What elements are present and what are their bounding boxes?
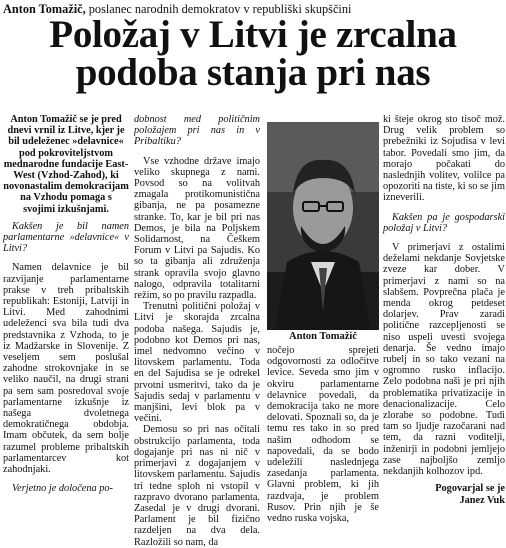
portrait-photo xyxy=(267,122,379,330)
answer-2-paragraph-2: Trenutni politični položaj v Litvi je skorajda zrcalna podoba našega. Sajudis je, podobno kot Demos pri nas, imel nedvomno večino v litovskem parlamentu. Toda en del Sajudisa se je odrekel prvotni usmeritvi, tako da je Sajudis sedaj v parlamentu v manjšini, levi blok pa v večini. xyxy=(134,301,260,425)
answer-2-paragraph-4: nočejo sprejeti odgovornosti za odločitve levice. Seveda smo jim v okviru parlamentarne delavnice povedali, da demokracija tako ne more delovati. Spoznali so, da je temu res tako in so pred našim odhodom se napovedali, da se bodo udeležili naslednjega zasedanja parlamenta. Glavni problem, ki jih razdvaja, je problem Rusov. Prin njih je še vedno ruska vojska, xyxy=(267,345,379,525)
column-3 xyxy=(267,345,379,524)
question-1: Kakšen je bil namen parlamentarne »delavnice« v Litvi? xyxy=(3,220,129,255)
question-2-start: Verjetno je določena po- xyxy=(12,483,113,495)
answer-1: Namen delavnice je bil razvijanje parlamentarne prakse v treh pribaltskih republikah: Estoniji, Latviji in Litvi. Med zahodnimi udeleženci sva bila tudi dva predstavnika z Vzhoda, to je iz Madžarske in Slovenije. Z veseljem sem poslušal zahodne strokovnjake in se veliko naučil, na drugi strani pa sem sam posredoval svoje parlamentarne izkušnje iz našega dvoletnega demokratičnega obdobja. Imam občutek, da sem bolje razumel probleme pribaltskih parlamentarcev kot zahodnjaki. xyxy=(3,262,129,476)
answer-2-paragraph-3: Demosu so pri nas očitali obstrukcijo parlamenta, toda dogajanje pri nas ni nič v primerjavi z dogajanjem v litovskem parlamentu. Sajudis tri tedne sploh ni vstopil v razpravo dvorano parlamenta. Zasedal je v drugi dvorani. Parlament je bil fizično razdeljen na dva dela. Razložili so nam, da xyxy=(134,424,260,548)
column-4 xyxy=(383,114,505,506)
answer-3-paragraph-1: ki šteje okrog sto tisoč mož. Drug velik problem so prebežniki iz Sojudisa v levi tabor. Povedali smo jim, da morajo počakati do naslednjih volitev, volilce pa opozoriti na tiste, ki so se jim izneverili. xyxy=(383,114,505,204)
kicker-author: Anton Tomažič, xyxy=(3,2,86,16)
photo-caption: Anton Tomažič xyxy=(289,331,357,342)
answer-2-paragraph-1: Vse vzhodne države imajo veliko skupnega z nami. Povsod so na volitvah zmagala protikomunistična gibanja, ne pa posamezne stranke. To, kar je bil pri nas Demos, je bila na Poljskem Solidarnost, na Češkem Forum v Litvi pa Sajudis. Ko so ta gibanja ali združenja strank opravila svojo glavno nalogo, odpravila totalitarni režim, so po pravilu razpadla. xyxy=(134,155,260,302)
kicker-description: poslanec narodnih demokratov v republiški skupščini xyxy=(88,2,352,16)
column-2 xyxy=(134,114,260,548)
question-2-continued: dobnost med političnim položajem pri nas in v Pribaltiku? xyxy=(134,114,260,148)
signature-line-1: Pogovarjal se je xyxy=(435,483,505,495)
headline-line-2: podoba stanja pri nas xyxy=(75,51,431,94)
headline xyxy=(3,13,503,94)
signature xyxy=(383,483,505,506)
signature-line-2: Janez Vuk xyxy=(459,494,505,506)
lead-paragraph: Anton Tomažič se je pred dnevi vrnil iz Litve, kjer je bil udeleženec »delavnice« pod pokroviteljstvom mednarodne fundacije East-West (Vzhod-Zahod), ki novonastalim demokracijam na Vzhodu pomaga s svojimi izkušnjami. xyxy=(3,114,129,215)
column-1 xyxy=(3,114,129,495)
answer-4: V primerjavi z ostalimi deželami nekdanje Sovjetske zveze kar dober. V primerjavi z nami so na slabšem. Povprečna plača je menda okrog petdeset dolarjev. Prav zaradi politične razcepljenosti se niso uspeli uvesti svojega denarja. Še vedno imajo rubelj in so tako vezani na ogromno rusko inflacijo. Zelo podobna naši je pri njih problematika privatizacije in denacionalizacije. Celo zlorabe so podobne. Tudi tam so ljudje razočarani nad tem, da razni voditelji, inženirji in podobni jemljejo zase najboljšo zemljo nekdanjih kolhozov ipd. xyxy=(383,242,505,478)
portrait-image xyxy=(267,122,379,330)
question-3: Kakšen pa je gospodarski položaj v Litvi? xyxy=(383,211,505,234)
headline-line-1: Položaj v Litvi je zrcalna xyxy=(49,13,457,56)
